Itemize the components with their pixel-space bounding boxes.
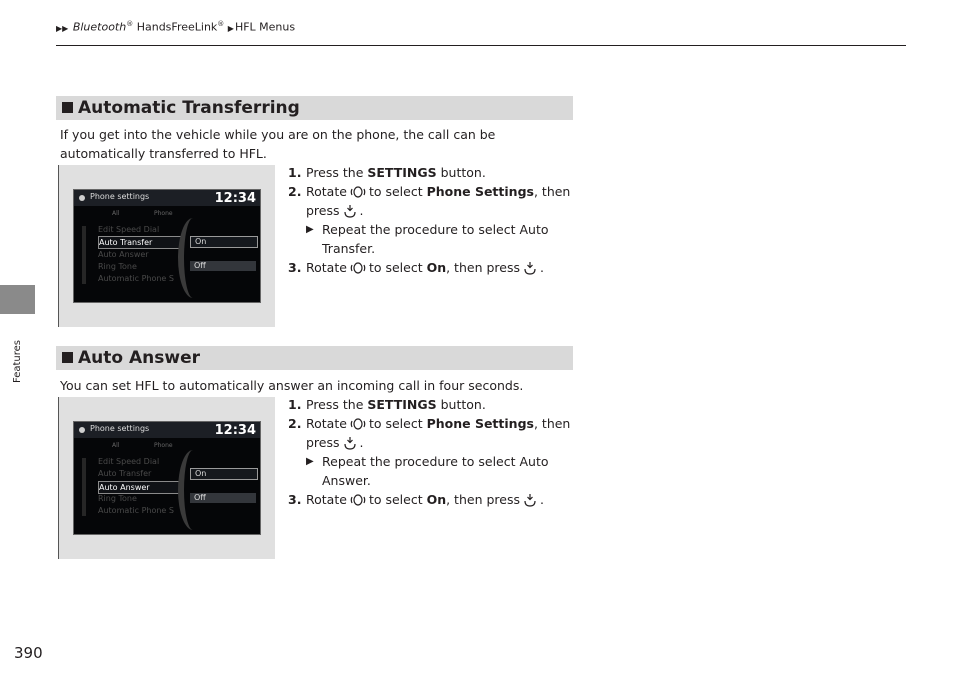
- step-number: 2.: [288, 184, 302, 199]
- screen-scrollbar: [82, 458, 86, 516]
- step-text: to select: [368, 260, 427, 275]
- breadcrumb-arrow-icon: ▶: [227, 23, 234, 33]
- interface-dial-press-icon: [523, 493, 537, 507]
- screen-menu-row: Auto Answer: [98, 250, 149, 259]
- screen-menu-row-selected: Auto Transfer: [98, 236, 182, 249]
- arrow-right-icon: ▶: [306, 456, 314, 467]
- step-text: .: [359, 203, 364, 218]
- screen-menu-row: Ring Tone: [98, 262, 137, 271]
- screen-menu-row: Automatic Phone S: [98, 506, 174, 515]
- button-name: SETTINGS: [367, 397, 437, 412]
- step-2: [288, 182, 578, 220]
- menu-name: Auto Transfer: [322, 222, 549, 256]
- section-title: Auto Answer: [78, 348, 200, 368]
- step-text: button.: [436, 165, 486, 180]
- step-text: Rotate: [306, 184, 347, 199]
- breadcrumb: [56, 20, 295, 34]
- sub-step: [288, 220, 578, 258]
- screen-title: Phone settings: [90, 424, 150, 433]
- step-text: .: [371, 241, 376, 256]
- step-3: [288, 490, 578, 509]
- steps-auto-answer: [288, 395, 578, 509]
- screen-option-off: Off: [190, 261, 256, 271]
- section-heading-automatic-transferring: [56, 96, 573, 120]
- step-text: Press the: [306, 397, 368, 412]
- screen-menu-row: Ring Tone: [98, 494, 137, 503]
- screen-option-off: Off: [190, 493, 256, 503]
- phone-settings-screen: [73, 421, 261, 535]
- section-heading-auto-answer: [56, 346, 573, 370]
- step-text: Rotate: [306, 492, 347, 507]
- screen-clock: 12:34: [214, 191, 256, 206]
- screen-tab-phone: Phone: [154, 442, 173, 449]
- step-number: 1.: [288, 165, 302, 180]
- step-text: to select: [368, 416, 427, 431]
- phone-settings-screen: [73, 189, 261, 303]
- step-text: , then press: [446, 492, 520, 507]
- steps-automatic-transferring: [288, 163, 578, 277]
- step-2: [288, 414, 578, 452]
- screen-tab-phone: Phone: [154, 210, 173, 217]
- interface-dial-rotate-icon: [350, 261, 366, 275]
- square-bullet-icon: [62, 102, 73, 113]
- side-section-label: Features: [12, 340, 23, 383]
- screen-menu-row: Edit Speed Dial: [98, 225, 160, 234]
- screen-option-on: On: [190, 468, 258, 480]
- step-number: 2.: [288, 416, 302, 431]
- step-text: button.: [436, 397, 486, 412]
- step-text: , then press: [306, 416, 571, 450]
- screen-arc-divider: [178, 450, 208, 530]
- option-name: On: [426, 492, 447, 507]
- step-number: 1.: [288, 397, 302, 412]
- step-text: .: [539, 492, 544, 507]
- step-number: 3.: [288, 260, 302, 275]
- step-text: , then press: [446, 260, 520, 275]
- menu-name: Auto Answer: [322, 454, 549, 488]
- screen-menu-row-selected: Auto Answer: [98, 481, 182, 494]
- step-3: [288, 258, 578, 277]
- step-text: Press the: [306, 165, 368, 180]
- page-number: 390: [14, 644, 43, 662]
- figure-auto-transfer: [58, 165, 275, 327]
- step-text: Rotate: [306, 260, 347, 275]
- menu-name: Phone Settings: [426, 184, 534, 199]
- interface-dial-rotate-icon: [350, 417, 366, 431]
- screen-title: Phone settings: [90, 192, 150, 201]
- interface-dial-press-icon: [343, 436, 357, 450]
- menu-name: Phone Settings: [426, 416, 534, 431]
- breadcrumb-item-bluetooth: Bluetooth: [72, 20, 127, 34]
- interface-dial-press-icon: [523, 261, 537, 275]
- interface-dial-press-icon: [343, 204, 357, 218]
- step-text: Repeat the procedure to select: [322, 454, 520, 469]
- screen-tab-all: All: [112, 210, 120, 217]
- figure-auto-answer: [58, 397, 275, 559]
- screen-clock: 12:34: [214, 423, 256, 438]
- step-text: .: [359, 435, 364, 450]
- menu-dot-icon: [79, 427, 85, 433]
- section-title: Automatic Transferring: [78, 98, 300, 118]
- option-name: On: [426, 260, 447, 275]
- arrow-right-icon: ▶: [306, 224, 314, 235]
- screen-scrollbar: [82, 226, 86, 284]
- screen-option-on: On: [190, 236, 258, 248]
- square-bullet-icon: [62, 352, 73, 363]
- screen-menu-row: Auto Transfer: [98, 469, 152, 478]
- step-text: , then press: [306, 184, 571, 218]
- screen-tab-all: All: [112, 442, 120, 449]
- registered-mark: ®: [126, 20, 134, 28]
- step-text: .: [366, 473, 371, 488]
- section-intro: You can set HFL to automatically answer an incoming call in four seconds.: [60, 378, 524, 393]
- step-text: Rotate: [306, 416, 347, 431]
- header-rule: [56, 45, 906, 46]
- step-1: [288, 163, 578, 182]
- screen-menu-row: Edit Speed Dial: [98, 457, 160, 466]
- sub-step: [288, 452, 578, 490]
- menu-dot-icon: [79, 195, 85, 201]
- screen-menu-row: Automatic Phone S: [98, 274, 174, 283]
- section-intro: If you get into the vehicle while you are on the phone, the call can be automatically transferred to HFL.: [60, 127, 496, 161]
- step-text: to select: [368, 184, 427, 199]
- step-text: to select: [368, 492, 427, 507]
- step-number: 3.: [288, 492, 302, 507]
- interface-dial-rotate-icon: [350, 493, 366, 507]
- breadcrumb-arrow-icon: ▶▶: [56, 23, 69, 33]
- breadcrumb-item-handsfreelink: HandsFreeLink: [133, 20, 218, 34]
- interface-dial-rotate-icon: [350, 185, 366, 199]
- step-text: .: [539, 260, 544, 275]
- step-1: [288, 395, 578, 414]
- step-text: Repeat the procedure to select: [322, 222, 520, 237]
- breadcrumb-item-hfl-menus: HFL Menus: [234, 20, 296, 34]
- section-tab-marker: [0, 285, 35, 314]
- button-name: SETTINGS: [367, 165, 437, 180]
- registered-mark: ®: [217, 20, 225, 28]
- screen-arc-divider: [178, 218, 208, 298]
